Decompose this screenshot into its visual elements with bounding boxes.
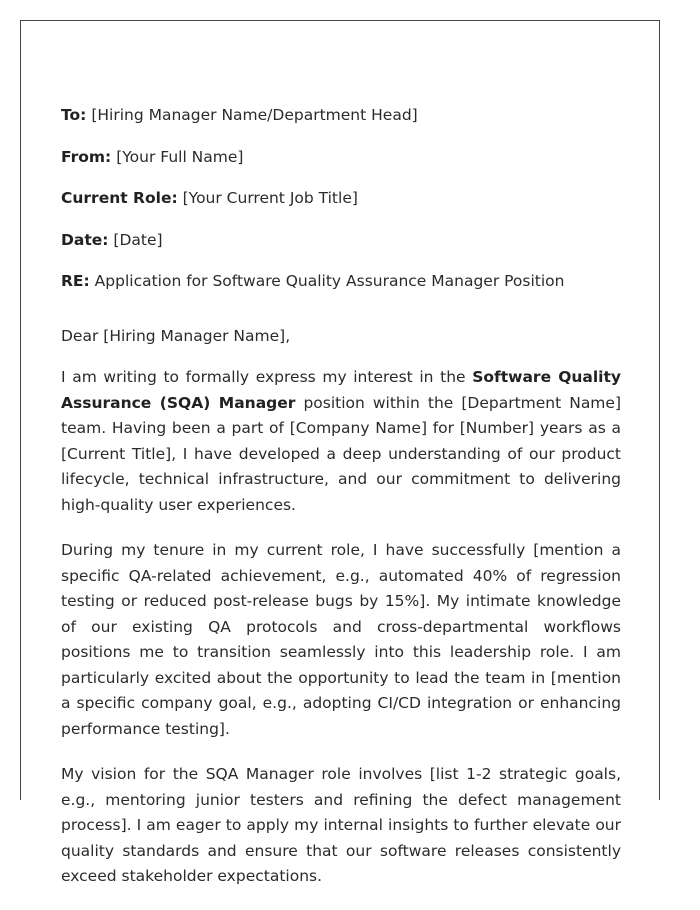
memo-date [61,228,621,254]
memo-current-role-value: [Your Current Job Title] [182,189,358,207]
memo-content [61,103,621,910]
memo-re-label: RE: [61,272,90,290]
paragraph-1 [61,365,621,518]
paragraph-3: My vision for the SQA Manager role involves [list 1-2 strategic goals, e.g., mentoring junior testers and refining the defect management process]. I am eager to apply my internal insights to further elevate our quality standards and ensure that our software releases consistently exceed stakeholder expectations. [61,765,621,885]
memo-from [61,145,621,171]
paragraph-2: During my tenure in my current role, I have successfully [mention a specific QA-related achievement, e.g., automated 40% of regression testing or reduced post-release bugs by 15%]. My intimate knowledge of our existing QA protocols and cross-departmental workflows positions me to transition seamlessly into this leadership role. I am particularly excited about the opportunity to lead the team in [mention a specific company goal, e.g., adopting CI/CD integration or enhancing performance testing]. [61,541,621,738]
memo-re-value: Application for Software Quality Assurance Manager Position [94,272,565,290]
salutation: Dear [Hiring Manager Name], [61,326,291,345]
memo-to-label: To: [61,106,87,124]
memo-from-value: [Your Full Name] [116,147,244,166]
memo-date-label: Date: [61,230,109,249]
memo-from-label: From: [61,147,112,166]
document-page [20,20,660,885]
memo-to [61,103,621,129]
memo-to-value: [Hiring Manager Name/Department Head] [91,106,418,124]
memo-date-value: [Date] [113,230,163,249]
paragraph-1-rest: position within the [Department Name] team. Having been a part of [Company Name] for [Number] years as a [Current Title], I have developed a deep understanding of our product lifecycle, technical infrastructure, and our commitment to delivering high-quality user experiences. [61,393,621,514]
memo-re [61,269,621,295]
memo-current-role-label: Current Role: [61,189,178,207]
paragraph-1-position: Software Quality Assurance (SQA) Manager [61,368,621,412]
memo-current-role [61,186,621,212]
paragraph-1-intro: I am writing to formally express my interest in the [61,368,473,386]
